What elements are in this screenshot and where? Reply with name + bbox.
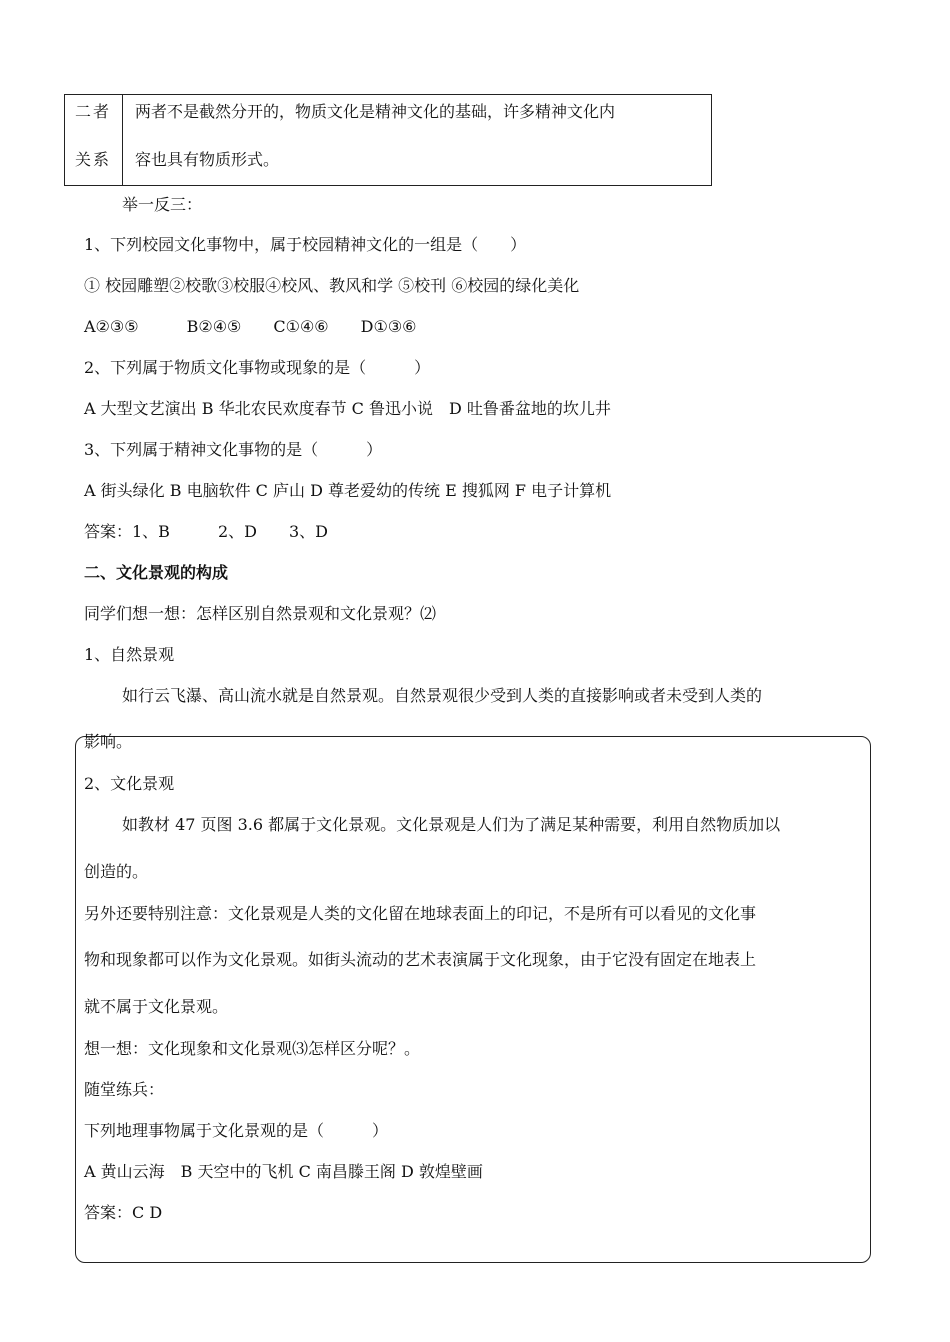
natural-landscape-text-line2: 影响。 xyxy=(84,732,133,751)
question-1-options: A②③⑤ B②④⑤ C①④⑥ D①③⑥ xyxy=(84,317,417,336)
cultural-landscape-text-line1: 如教材 47 页图 3.6 都属于文化景观。文化景观是人们为了满足某种需要，利用自然物质加以 xyxy=(122,815,781,834)
drill-answer: 答案：C D xyxy=(84,1203,163,1222)
relation-table-header xyxy=(65,95,123,185)
practice-title: 举一反三： xyxy=(122,195,203,214)
note-line3: 就不属于文化景观。 xyxy=(84,997,229,1016)
natural-landscape-text-line1: 如行云飞瀑、高山流水就是自然景观。自然景观很少受到人类的直接影响或者未受到人类的 xyxy=(122,686,763,705)
question-1: 1、下列校园文化事物中，属于校园精神文化的一组是（ ） xyxy=(84,235,527,254)
relation-header-line1: 二者 xyxy=(75,102,112,121)
note-line1: 另外还要特别注意：文化景观是人类的文化留在地球表面上的印记，不是所有可以看见的文化事 xyxy=(84,904,757,923)
question-3: 3、下列属于精神文化事物的是（ ） xyxy=(84,440,383,459)
page-break xyxy=(0,717,950,719)
cultural-landscape-title: 2、文化景观 xyxy=(84,774,175,793)
drill-options: A 黄山云海 B 天空中的飞机 C 南昌滕王阁 D 敦煌壁画 xyxy=(84,1162,483,1181)
relation-header-line2: 关系 xyxy=(75,150,112,169)
note-line2: 物和现象都可以作为文化景观。如街头流动的艺术表演属于文化现象，由于它没有固定在地表上 xyxy=(84,950,757,969)
question-3-options: A 街头绿化 B 电脑软件 C 庐山 D 尊老爱幼的传统 E 搜狐网 F 电子计算机 xyxy=(84,481,612,500)
question-1-items: ① 校园雕塑②校歌③校服④校风、教风和学 ⑤校刊 ⑥校园的绿化美化 xyxy=(84,276,580,295)
relation-table-body xyxy=(135,99,701,171)
drill-title: 随堂练兵： xyxy=(84,1080,165,1099)
section-heading: 二、文化景观的构成 xyxy=(84,563,229,582)
question-2-options: A 大型文艺演出 B 华北农民欢度春节 C 鲁迅小说 D 吐鲁番盆地的坎儿井 xyxy=(84,399,611,418)
relation-body-line1: 两者不是截然分开的，物质文化是精神文化的基础，许多精神文化内 xyxy=(135,102,616,121)
think-question: 想一想：文化现象和文化景观⑶怎样区分呢？。 xyxy=(84,1039,421,1058)
relation-table xyxy=(64,94,712,186)
cultural-landscape-text-line2: 创造的。 xyxy=(84,862,149,881)
practice-answer: 答案：1、B 2、D 3、D xyxy=(84,522,328,541)
relation-body-line2: 容也具有物质形式。 xyxy=(135,150,280,169)
natural-landscape-title: 1、自然景观 xyxy=(84,645,175,664)
drill-question: 下列地理事物属于文化景观的是（ ） xyxy=(84,1121,389,1140)
question-2: 2、下列属于物质文化事物或现象的是（ ） xyxy=(84,358,431,377)
section-question: 同学们想一想：怎样区别自然景观和文化景观？⑵ xyxy=(84,604,437,623)
